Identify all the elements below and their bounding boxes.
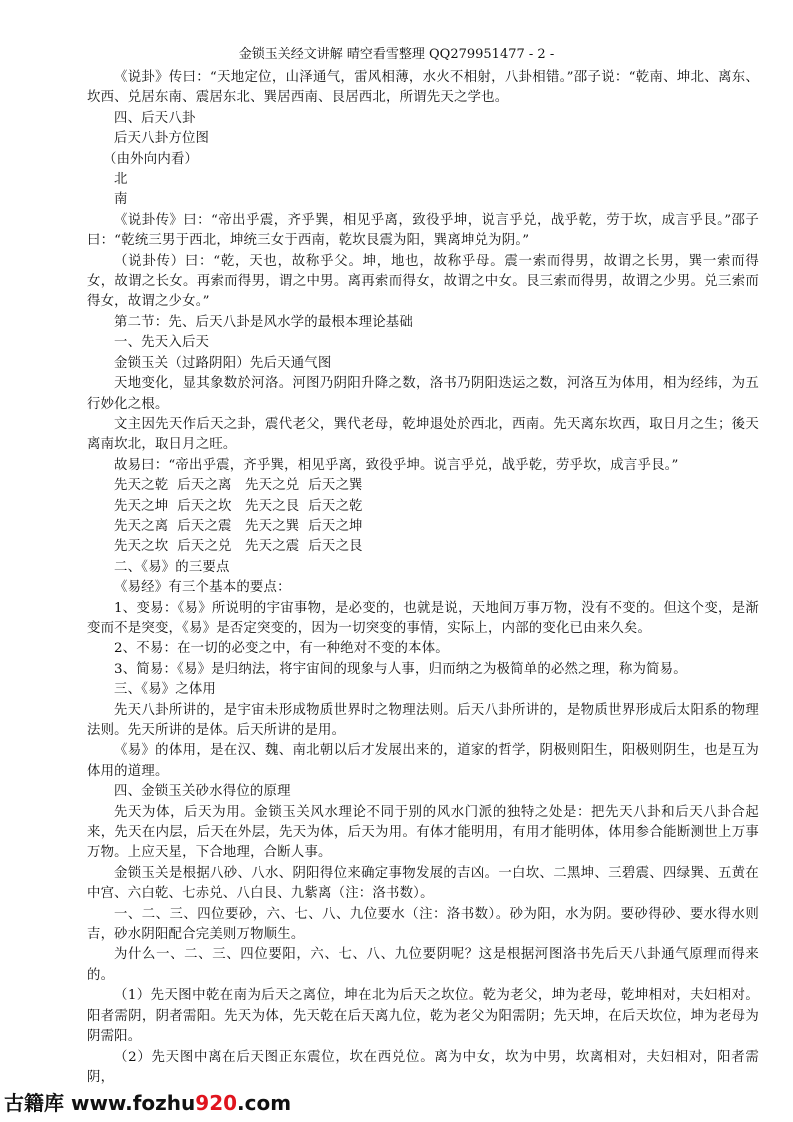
page-header [0,47,793,63]
paragraph: 2、不易：在一切的必变之中，有一种绝对不变的本体。 [114,641,449,657]
paragraph: 先天之坎 后天之兑 先天之震 后天之艮 [114,539,363,555]
paragraph: 《说卦》传曰：“天地定位，山泽通气，雷风相薄，水火不相射，八卦相错。”邵子说：“乾南、坤北、离东、坎西、兑居东南、震居东北、巽居西南、艮居西北，所谓先天之学也。 [87,70,759,106]
paragraph: 《易》的体用，是在汉、魏、南北朝以后才发展出来的，道家的哲学，阴极则阳生，阳极则阴生，也是互为体用的道理。 [87,743,759,779]
paragraph: 南 [114,192,128,208]
paragraph: 一、先天入后天 [114,335,210,351]
paragraph: 1、变易：《易》所说明的宇宙事物，是必变的，也就是说，天地间万事万物，没有不变的。但这个变，是渐变而不是突变，《易》是否定突变的，因为一切突变的事情，实际上，内部的变化已由来久矣。 [87,600,759,636]
watermark-url-number: 920 [195,1091,238,1115]
header-text: 金锁玉关经文讲解 晴空看雪整理 QQ279951477 - 2 - [238,47,555,62]
paragraph: 先天之坤 后天之坎 先天之艮 后天之乾 [114,498,363,514]
paragraph: （由外向内看） [103,151,199,167]
paragraph: （说卦传）曰：“乾，天也，故称乎父。坤，地也，故称乎母。震一索而得男，故谓之长男，巽一索而得女，故谓之长女。再索而得男，谓之中男。离再索而得女，故谓之中女。艮三索而得男，故谓之少男。兑三索而得女，故谓之少女。” [87,253,759,310]
site-watermark[interactable] [4,1088,292,1118]
paragraph: 北 [114,172,128,188]
paragraph: 《说卦传》曰：“帝出乎震，齐乎巽，相见乎离，致役乎坤，说言乎兑，战乎乾，劳于坎，成言乎艮。”邵子曰：“乾统三男于西北，坤统三女于西南，乾坎艮震为阳，巽离坤兑为阴。” [87,212,759,249]
paragraph: 四、后天八卦 [114,110,196,126]
paragraph: 先天为体，后天为用。金锁玉关风水理论不同于别的风水门派的独特之处是：把先天八卦和后天八卦合起来，先天在内层，后天在外层，先天为体，后天为用。有体才能明用，有用才能明体，体用参合能断测世上万事万物。上应天星，下合地理，合断人事。 [87,804,759,861]
paragraph: 3、简易：《易》是归纳法，将宇宙间的现象与人事，归而纳之为极简单的必然之理，称为简易。 [114,661,687,677]
paragraph: 后天八卦方位图 [114,131,210,147]
watermark-url-prefix: www.fozhu [70,1091,196,1115]
paragraph: 第二节：先、后天八卦是风水学的最根本理论基础 [114,314,413,330]
paragraph: （2）先天图中离在后天图正东震位，坎在西兑位。离为中女，坎为中男，坎离相对，夫妇相对，阳者需阴， [87,1049,759,1085]
paragraph: 四、金锁玉关砂水得位的原理 [114,784,291,800]
watermark-url-suffix: .com [237,1091,292,1115]
watermark-url[interactable] [71,1091,291,1115]
paragraph: 为什么一、二、三、四位要阳，六、七、八、九位要阴呢？这是根据河图洛书先后天八卦通气原理而得来的。 [87,947,759,983]
document-body [87,68,759,1088]
paragraph: 金锁玉关是根据八砂、八水、阴阳得位来确定事物发展的吉凶。一白坎、二黑坤、三碧震、四绿巽、五黄在中宫、六白乾、七赤兑、八白艮、九紫离（注：洛书数）。 [87,865,759,902]
paragraph: 先天之离 后天之震 先天之巽 后天之坤 [114,518,363,534]
paragraph: 先天之乾 后天之离 先天之兑 后天之巽 [114,478,363,494]
watermark-site-name: 古籍库 [4,1091,64,1115]
paragraph: 故易曰：“帝出乎震，齐乎巽，相见乎离，致役乎坤。说言乎兑，战乎乾，劳乎坎，成言乎艮。” [114,457,679,473]
paragraph: 二、《易》的三要点 [114,559,230,575]
paragraph: （1）先天图中乾在南为后天之离位，坤在北为后天之坎位。乾为老父，坤为老母，乾坤相对，夫妇相对。阳者需阴，阴者需阳。先天为体，先天乾在后天离九位，乾为老父为阳需阴；先天坤，在后天坎位，坤为老母为阴需阳。 [87,988,759,1045]
paragraph: 天地变化，显其象数於河洛。河图乃阴阳升降之数，洛书乃阴阳迭运之数，河洛互为体用，相为经纬，为五行妙化之根。 [87,376,759,412]
paragraph: 《易经》有三个基本的要点： [114,580,291,596]
paragraph: 先天八卦所讲的，是宇宙未形成物质世界时之物理法则。后天八卦所讲的，是物质世界形成后太阳系的物理法则。先天所讲的是体。后天所讲的是用。 [87,702,759,738]
paragraph: 文主因先天作后天之卦，震代老父，巽代老母，乾坤退处於西北，西南。先天离东坎西，取日月之生；後天离南坎北，取日月之旺。 [87,416,759,453]
paragraph: 金锁玉关（过路阴阳）先后天通气图 [114,355,332,371]
paragraph: 一、二、三、四位要砂，六、七、八、九位要水（注：洛书数）。砂为阳，水为阴。要砂得砂、要水得水则吉，砂水阴阳配合完美则万物顺生。 [87,906,759,943]
paragraph: 三、《易》之体用 [114,682,217,698]
